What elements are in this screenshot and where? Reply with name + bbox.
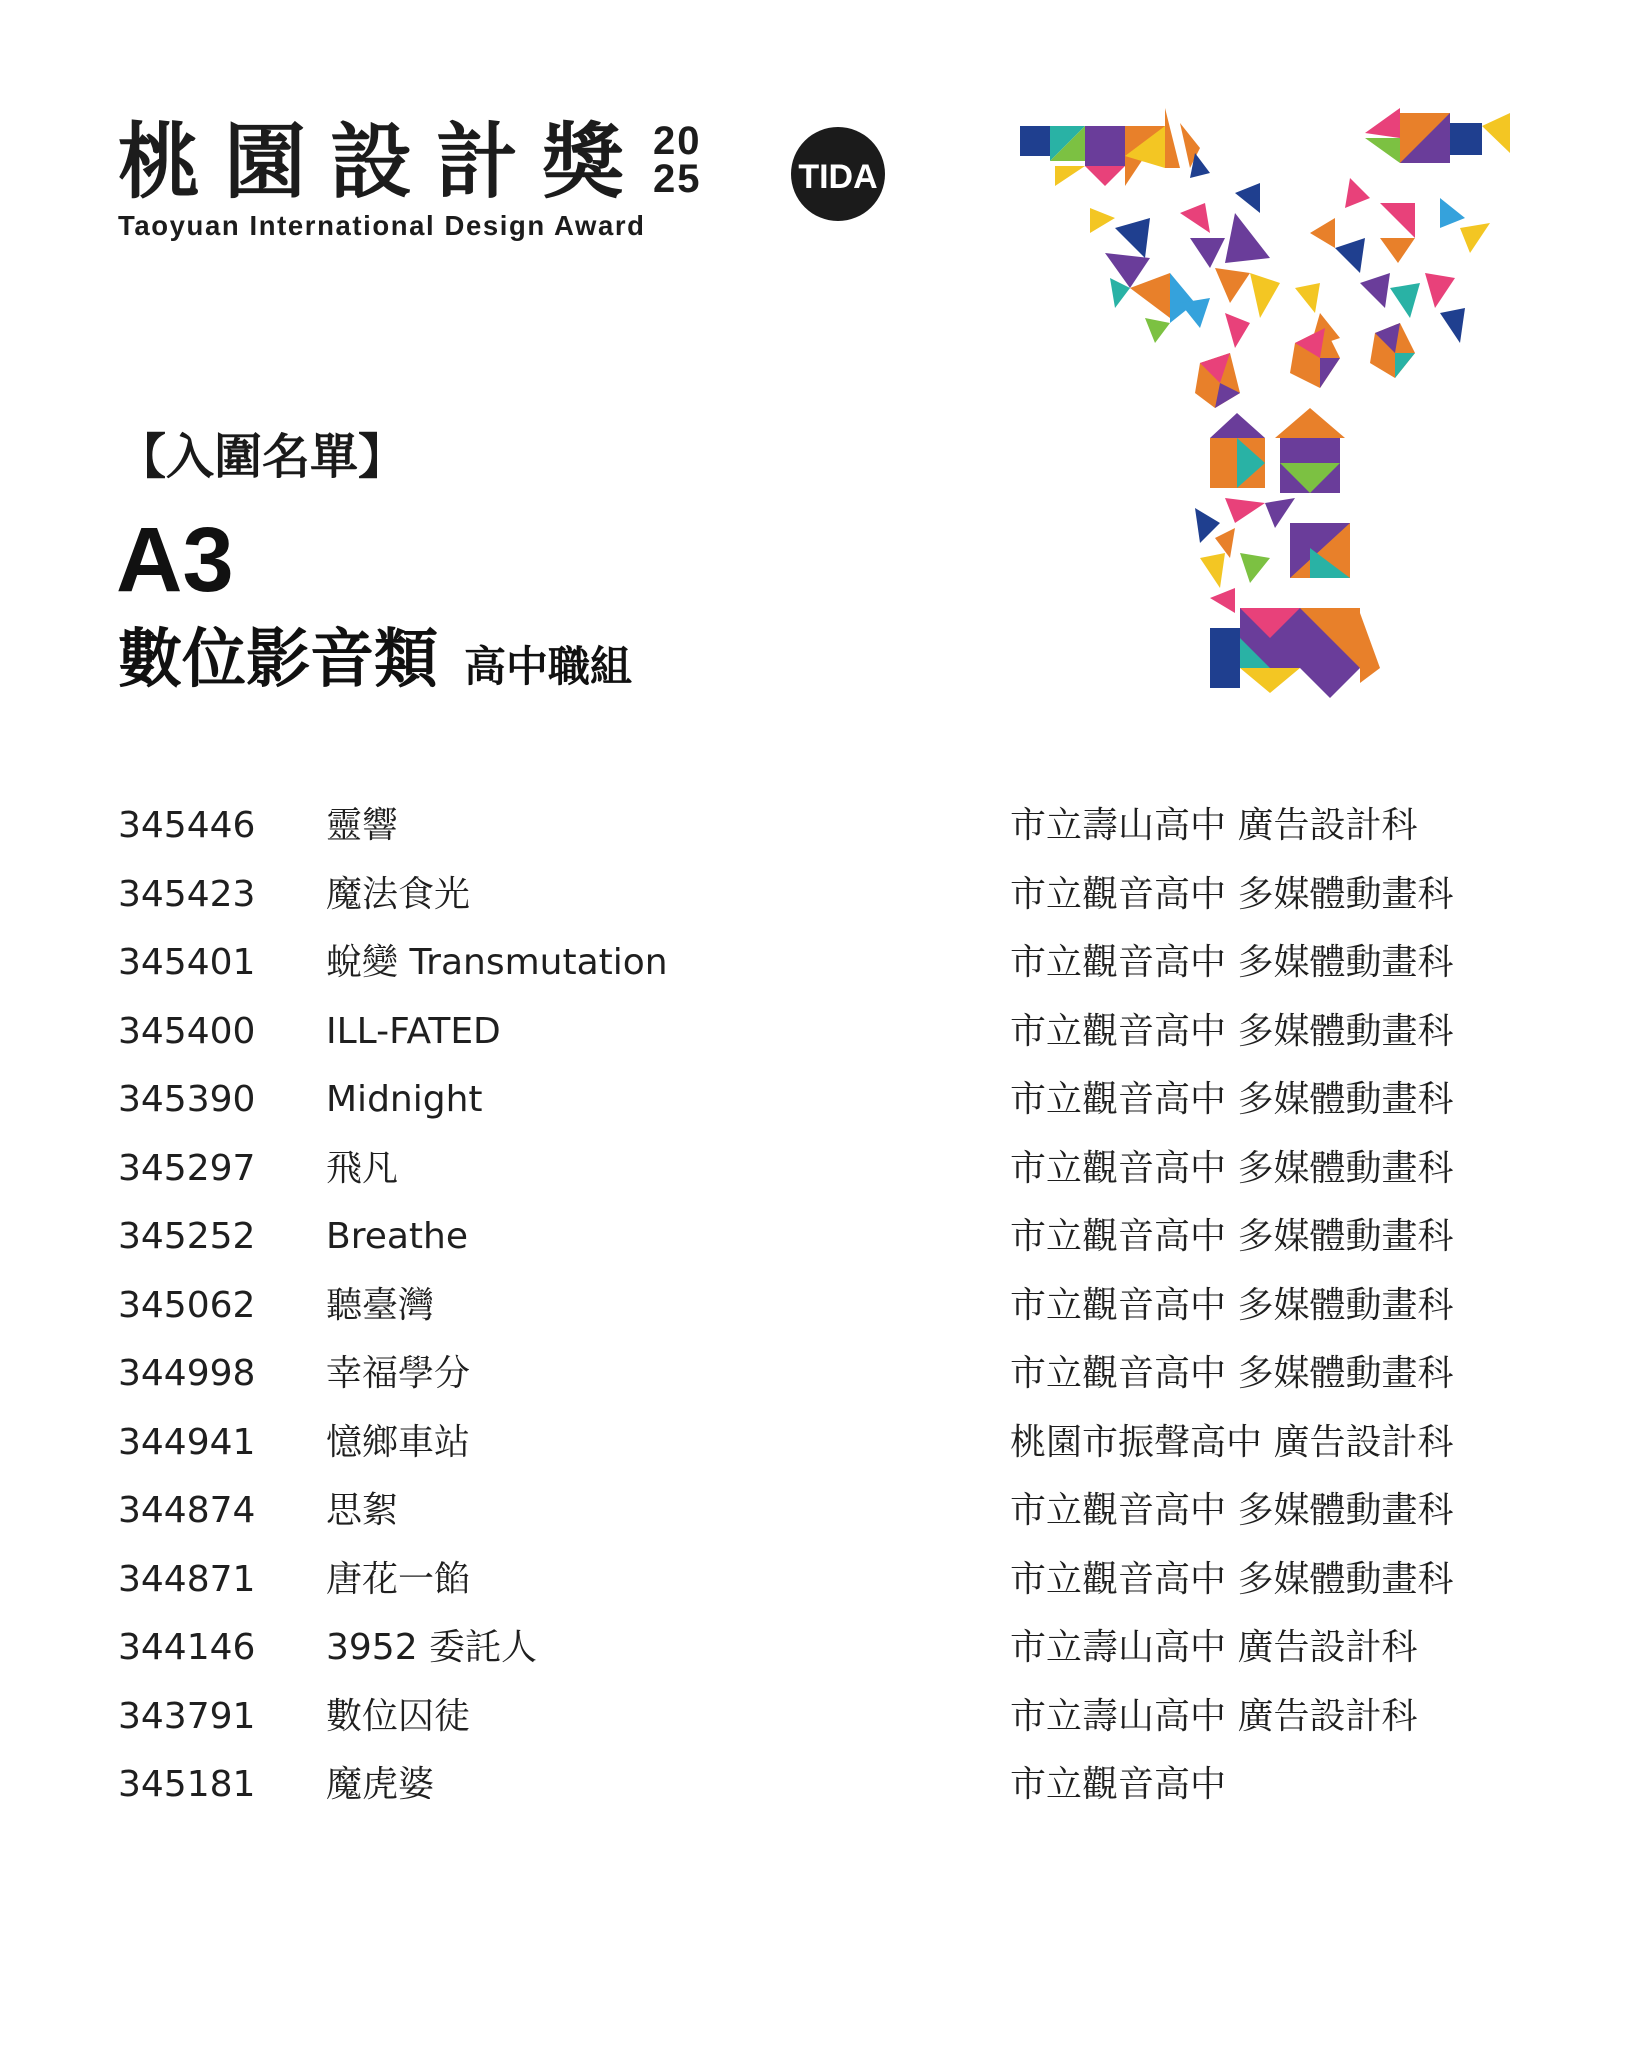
entry-title: 魔虎婆 [326,1764,435,1805]
list-item [118,1272,1538,1341]
entry-school: 市立觀音高中 多媒體動畫科 [1010,1010,1454,1052]
entry-school: 市立觀音高中 多媒體動畫科 [1010,1558,1454,1600]
entry-school: 市立觀音高中 多媒體動畫科 [1010,1216,1454,1257]
list-item [118,1477,1538,1546]
entry-id: 344941 [118,1421,256,1463]
entry-school: 市立壽山高中 廣告設計科 [1010,1627,1418,1668]
entry-id: 345423 [118,873,256,915]
entry-id: 345446 [118,805,256,846]
entry-school: 市立觀音高中 [1010,1764,1227,1805]
entry-title: 靈響 [326,805,399,846]
list-item [118,929,1538,998]
entry-title: 魔法食光 [326,873,471,915]
entry-title: 聽臺灣 [326,1284,435,1326]
entry-id: 344871 [118,1558,256,1600]
list-item [118,1135,1538,1204]
list-item [118,1751,1538,1820]
category-code: A3 [116,509,234,611]
badge-text: TIDA [798,158,878,196]
category-heading [118,622,632,705]
entry-id: 345400 [118,1010,256,1052]
logo-chinese-title: 桃園設計獎 [118,115,649,210]
entry-school: 市立觀音高中 多媒體動畫科 [1010,1147,1454,1189]
entry-title: 飛凡 [326,1147,399,1189]
category-name: 數位影音類 [118,623,438,697]
logo-year-top: 20 [653,119,702,163]
entry-id: 345297 [118,1147,256,1189]
entry-title: 3952 委託人 [326,1627,538,1668]
category-group: 高中職組 [464,642,633,691]
entry-title: Breathe [326,1216,468,1257]
list-item [118,792,1538,861]
entry-title: 數位囚徒 [326,1695,471,1737]
entry-title: Midnight [326,1079,483,1120]
entry-id: 343791 [118,1695,256,1737]
entry-id: 345390 [118,1079,256,1120]
entry-id: 344146 [118,1627,256,1668]
list-item [118,1203,1538,1272]
entry-title: 唐花一餡 [326,1558,471,1600]
tida-badge-icon [790,126,886,222]
entry-title: 憶鄉車站 [326,1421,471,1463]
entry-list [118,792,1538,1820]
entry-id: 345062 [118,1284,256,1326]
entry-title: ILL-FATED [326,1010,501,1052]
list-item [118,1546,1538,1615]
entry-school: 市立觀音高中 多媒體動畫科 [1010,1490,1454,1531]
list-item [118,1340,1538,1409]
entry-school: 桃園市振聲高中 廣告設計科 [1010,1421,1454,1463]
entry-school: 市立觀音高中 多媒體動畫科 [1010,873,1454,915]
list-item [118,998,1538,1067]
logo-english-title: Taoyuan International Design Award [118,210,646,241]
entry-id: 344874 [118,1490,256,1531]
entry-school: 市立觀音高中 多媒體動畫科 [1010,1284,1454,1326]
entry-title: 蛻變 Transmutation [326,942,668,983]
list-item [118,1409,1538,1478]
entry-school: 市立壽山高中 廣告設計科 [1010,1695,1418,1737]
entry-title: 幸福學分 [326,1353,471,1394]
list-item [118,861,1538,930]
entry-id: 345252 [118,1216,256,1257]
entry-id: 344998 [118,1353,256,1394]
shortlist-label: 【入圍名單】 [118,429,407,485]
entry-school: 市立觀音高中 多媒體動畫科 [1010,1079,1454,1120]
logo-year [653,119,733,201]
list-item [118,1614,1538,1683]
entry-school: 市立觀音高中 多媒體動畫科 [1010,1353,1454,1394]
entry-title: 思絮 [326,1490,399,1531]
entry-id: 345401 [118,942,256,983]
entry-school: 市立觀音高中 多媒體動畫科 [1010,942,1454,983]
award-logo [118,115,728,241]
entry-id: 345181 [118,1764,256,1805]
list-item [118,1066,1538,1135]
logo-year-bottom: 25 [653,157,702,201]
list-item [118,1683,1538,1752]
tangram-y-artwork [1020,108,1540,708]
entry-school: 市立壽山高中 廣告設計科 [1010,805,1418,846]
